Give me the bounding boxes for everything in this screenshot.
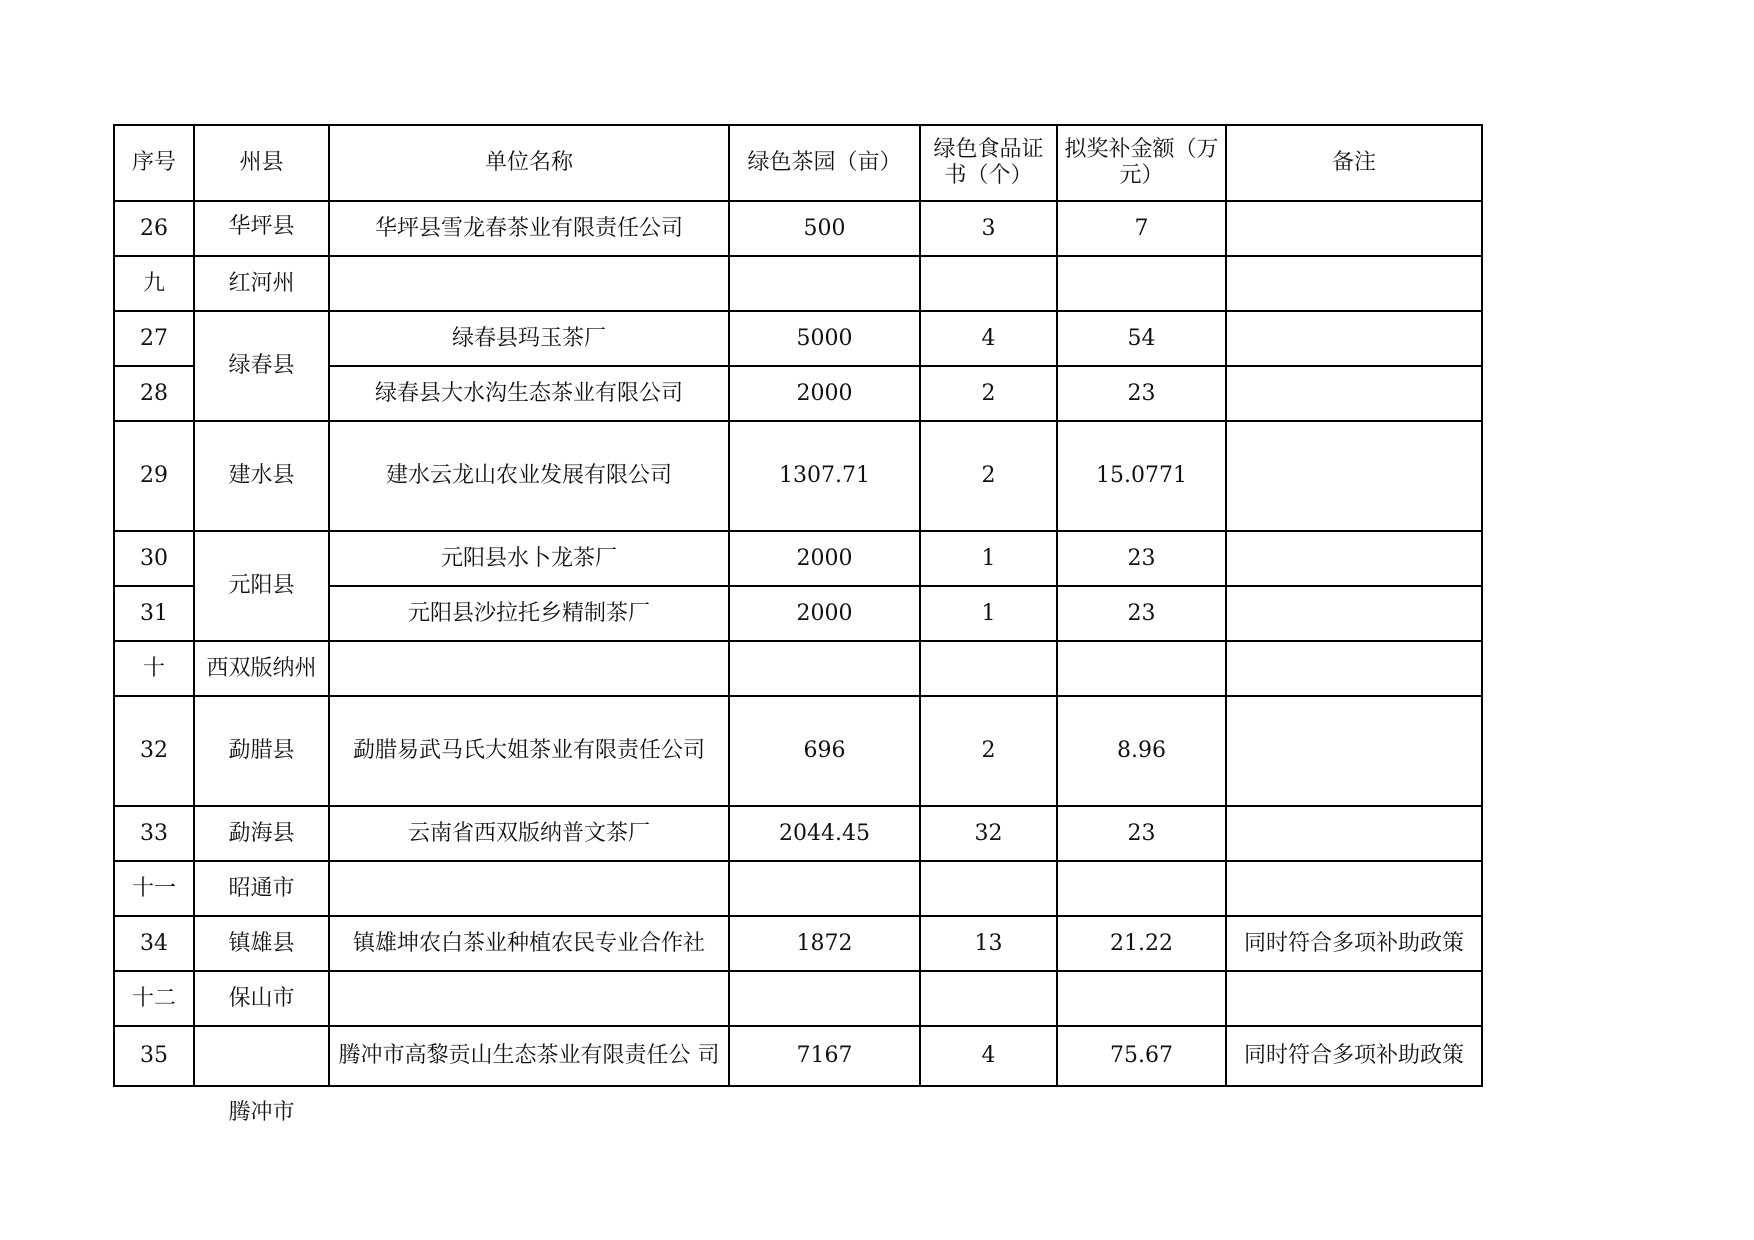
- table-row: [114, 696, 1482, 806]
- subsidy-amount: 54: [1057, 311, 1226, 366]
- empty-cell: [920, 861, 1057, 916]
- county-name: 勐腊县: [194, 696, 329, 806]
- unit-name: 绿春县大水沟生态茶业有限公司: [329, 366, 729, 421]
- subsidy-amount: 23: [1057, 531, 1226, 586]
- note: 同时符合多项补助政策: [1226, 916, 1482, 971]
- note: [1226, 586, 1482, 641]
- cert-count: 2: [920, 366, 1057, 421]
- empty-cell: [1226, 641, 1482, 696]
- note: [1226, 696, 1482, 806]
- unit-name-line1: 腾冲市高黎贡山生态茶业有限责任公: [338, 1043, 691, 1068]
- section-number: 十二: [114, 971, 194, 1026]
- header-certificates-line2: 书（个）: [944, 163, 1033, 188]
- row-no: 26: [114, 201, 194, 256]
- table-row: [114, 531, 1482, 586]
- empty-cell: [329, 256, 729, 311]
- table-row: [114, 916, 1482, 971]
- county-name: 元阳县: [194, 531, 329, 641]
- empty-cell: [1057, 861, 1226, 916]
- unit-name: 元阳县水卜龙茶厂: [329, 531, 729, 586]
- county-cell-cut: [194, 1026, 329, 1125]
- empty-cell: [920, 971, 1057, 1026]
- unit-name: 建水云龙山农业发展有限公司: [329, 421, 729, 531]
- empty-cell: [329, 971, 729, 1026]
- empty-cell: [920, 641, 1057, 696]
- header-amount-line2: 元）: [1119, 163, 1164, 188]
- header-amount-line1: 拟奖补金额（万: [1064, 137, 1219, 162]
- row-no: 31: [114, 586, 194, 641]
- subsidy-amount: 23: [1057, 806, 1226, 861]
- garden-area: 696: [729, 696, 920, 806]
- cert-count: 1: [920, 586, 1057, 641]
- unit-name: [329, 1026, 729, 1086]
- header-county: 州县: [194, 125, 329, 201]
- unit-name: 镇雄坤农白茶业种植农民专业合作社: [329, 916, 729, 971]
- row-no: 35: [114, 1026, 194, 1086]
- note: [1226, 421, 1482, 531]
- county-name: 勐海县: [194, 806, 329, 861]
- section-number: 十: [114, 641, 194, 696]
- subsidy-amount: 21.22: [1057, 916, 1226, 971]
- section-row: [114, 971, 1482, 1026]
- empty-cell: [729, 256, 920, 311]
- county-name-partial: 腾冲市: [228, 1100, 295, 1125]
- table-row: [114, 311, 1482, 366]
- section-title: 保山市: [194, 971, 329, 1026]
- empty-cell: [729, 971, 920, 1026]
- unit-name: 勐腊易武马氏大姐茶业有限责任公司: [329, 696, 729, 806]
- empty-cell: [1057, 641, 1226, 696]
- row-no: 30: [114, 531, 194, 586]
- row-no: 33: [114, 806, 194, 861]
- table-row: [114, 1026, 1482, 1086]
- section-row: [114, 641, 1482, 696]
- cert-count: 3: [920, 201, 1057, 256]
- unit-name-line2: 司: [697, 1043, 720, 1068]
- empty-cell: [729, 861, 920, 916]
- note: [1226, 806, 1482, 861]
- cert-count: 4: [920, 311, 1057, 366]
- header-amount: [1057, 125, 1226, 201]
- subsidy-amount: 15.0771: [1057, 421, 1226, 531]
- note: [1226, 531, 1482, 586]
- garden-area: 7167: [729, 1026, 920, 1086]
- section-row: [114, 861, 1482, 916]
- cert-count: 32: [920, 806, 1057, 861]
- county-cell-cut: [194, 201, 329, 256]
- garden-area: 2000: [729, 366, 920, 421]
- table-row: [114, 421, 1482, 531]
- header-green-garden: 绿色茶园（亩）: [729, 125, 920, 201]
- empty-cell: [920, 256, 1057, 311]
- county-name-partial: 华坪县: [228, 213, 295, 239]
- unit-name: 绿春县玛玉茶厂: [329, 311, 729, 366]
- table-row: [114, 806, 1482, 861]
- empty-cell: [329, 641, 729, 696]
- header-unit-name: 单位名称: [329, 125, 729, 201]
- empty-cell: [329, 861, 729, 916]
- cert-count: 1: [920, 531, 1057, 586]
- subsidy-amount: 8.96: [1057, 696, 1226, 806]
- row-no: 27: [114, 311, 194, 366]
- header-note: 备注: [1226, 125, 1482, 201]
- garden-area: 500: [729, 201, 920, 256]
- subsidy-amount: 23: [1057, 586, 1226, 641]
- table-row: [114, 201, 1482, 256]
- county-name: 绿春县: [194, 311, 329, 421]
- cert-count: 2: [920, 421, 1057, 531]
- cert-count: 2: [920, 696, 1057, 806]
- row-no: 32: [114, 696, 194, 806]
- note: 同时符合多项补助政策: [1226, 1026, 1482, 1086]
- unit-name: 华坪县雪龙春茶业有限责任公司: [329, 201, 729, 256]
- empty-cell: [1226, 256, 1482, 311]
- garden-area: 1872: [729, 916, 920, 971]
- empty-cell: [1226, 861, 1482, 916]
- section-title: 昭通市: [194, 861, 329, 916]
- garden-area: 1307.71: [729, 421, 920, 531]
- county-name: 建水县: [194, 421, 329, 531]
- empty-cell: [1057, 256, 1226, 311]
- garden-area: 2000: [729, 586, 920, 641]
- empty-cell: [729, 641, 920, 696]
- section-title: 红河州: [194, 256, 329, 311]
- header-row: [114, 125, 1482, 201]
- header-certificates-line1: 绿色食品证: [933, 137, 1044, 162]
- garden-area: 2044.45: [729, 806, 920, 861]
- section-number: 九: [114, 256, 194, 311]
- subsidy-amount: 7: [1057, 201, 1226, 256]
- row-no: 29: [114, 421, 194, 531]
- empty-cell: [1226, 971, 1482, 1026]
- section-title: 西双版纳州: [194, 641, 329, 696]
- unit-name: 元阳县沙拉托乡精制茶厂: [329, 586, 729, 641]
- subsidy-amount: 23: [1057, 366, 1226, 421]
- empty-cell: [1057, 971, 1226, 1026]
- section-number: 十一: [114, 861, 194, 916]
- header-no: 序号: [114, 125, 194, 201]
- county-name: 镇雄县: [194, 916, 329, 971]
- note: [1226, 201, 1482, 256]
- note: [1226, 366, 1482, 421]
- header-certificates: [920, 125, 1057, 201]
- cert-count: 13: [920, 916, 1057, 971]
- subsidy-amount: 75.67: [1057, 1026, 1226, 1086]
- unit-name: 云南省西双版纳普文茶厂: [329, 806, 729, 861]
- garden-area: 2000: [729, 531, 920, 586]
- cert-count: 4: [920, 1026, 1057, 1086]
- subsidy-table: [113, 124, 1483, 1125]
- garden-area: 5000: [729, 311, 920, 366]
- section-row: [114, 256, 1482, 311]
- note: [1226, 311, 1482, 366]
- row-no: 34: [114, 916, 194, 971]
- row-no: 28: [114, 366, 194, 421]
